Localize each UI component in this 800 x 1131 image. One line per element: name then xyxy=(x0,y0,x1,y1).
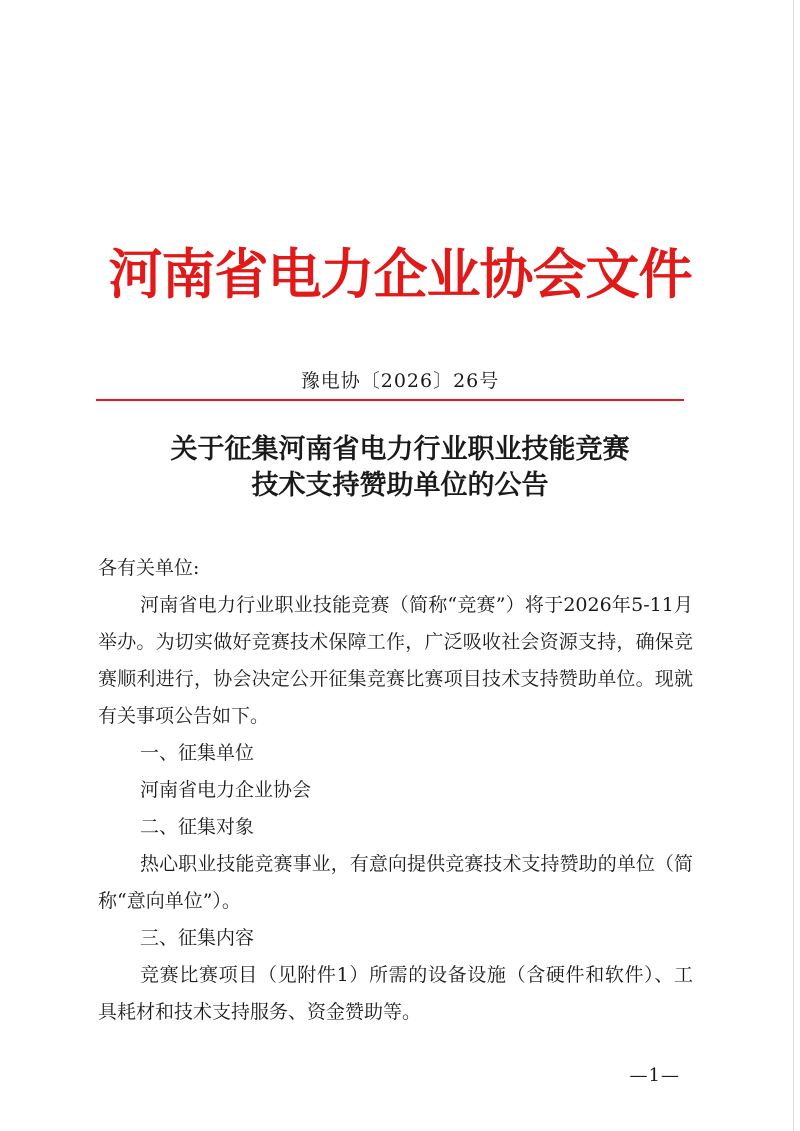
page-edge-line xyxy=(793,0,794,1131)
salutation: 各有关单位: xyxy=(98,557,200,579)
document-title xyxy=(0,432,800,504)
section-heading-1: 一、征集单位 xyxy=(140,742,255,764)
section-text-1: 河南省电力企业协会 xyxy=(140,779,312,801)
page-number: —1— xyxy=(629,1065,680,1086)
title-line-1: 关于征集河南省电力行业职业技能竞赛 xyxy=(170,434,630,465)
section-text-2: 热心职业技能竞赛事业，有意向提供竞赛技术支持赞助的单位（简称“意向单位”）。 xyxy=(98,853,693,912)
section-text-3: 竞赛比赛项目（见附件1）所需的设备设施（含硬件和软件）、工具耗材和技术支持服务、资金赞助等。 xyxy=(98,964,693,1023)
title-line-2: 技术支持赞助单位的公告 xyxy=(251,470,549,501)
intro-paragraph: 河南省电力行业职业技能竞赛（简称“竞赛”）将于2026年5-11月举办。为切实做好竞赛技术保障工作，广泛吸收社会资源支持，确保竞赛顺利进行，协会决定公开征集竞赛比赛项目技术支持赞助单位。现就有关事项公告如下。 xyxy=(98,594,693,727)
section-heading-2: 二、征集对象 xyxy=(140,816,255,838)
document-number: 豫电协〔2026〕26号 xyxy=(300,370,500,392)
document-masthead: 河南省电力企业协会文件 xyxy=(108,243,692,306)
section-heading-3: 三、征集内容 xyxy=(140,927,255,949)
red-divider-line xyxy=(96,399,684,401)
